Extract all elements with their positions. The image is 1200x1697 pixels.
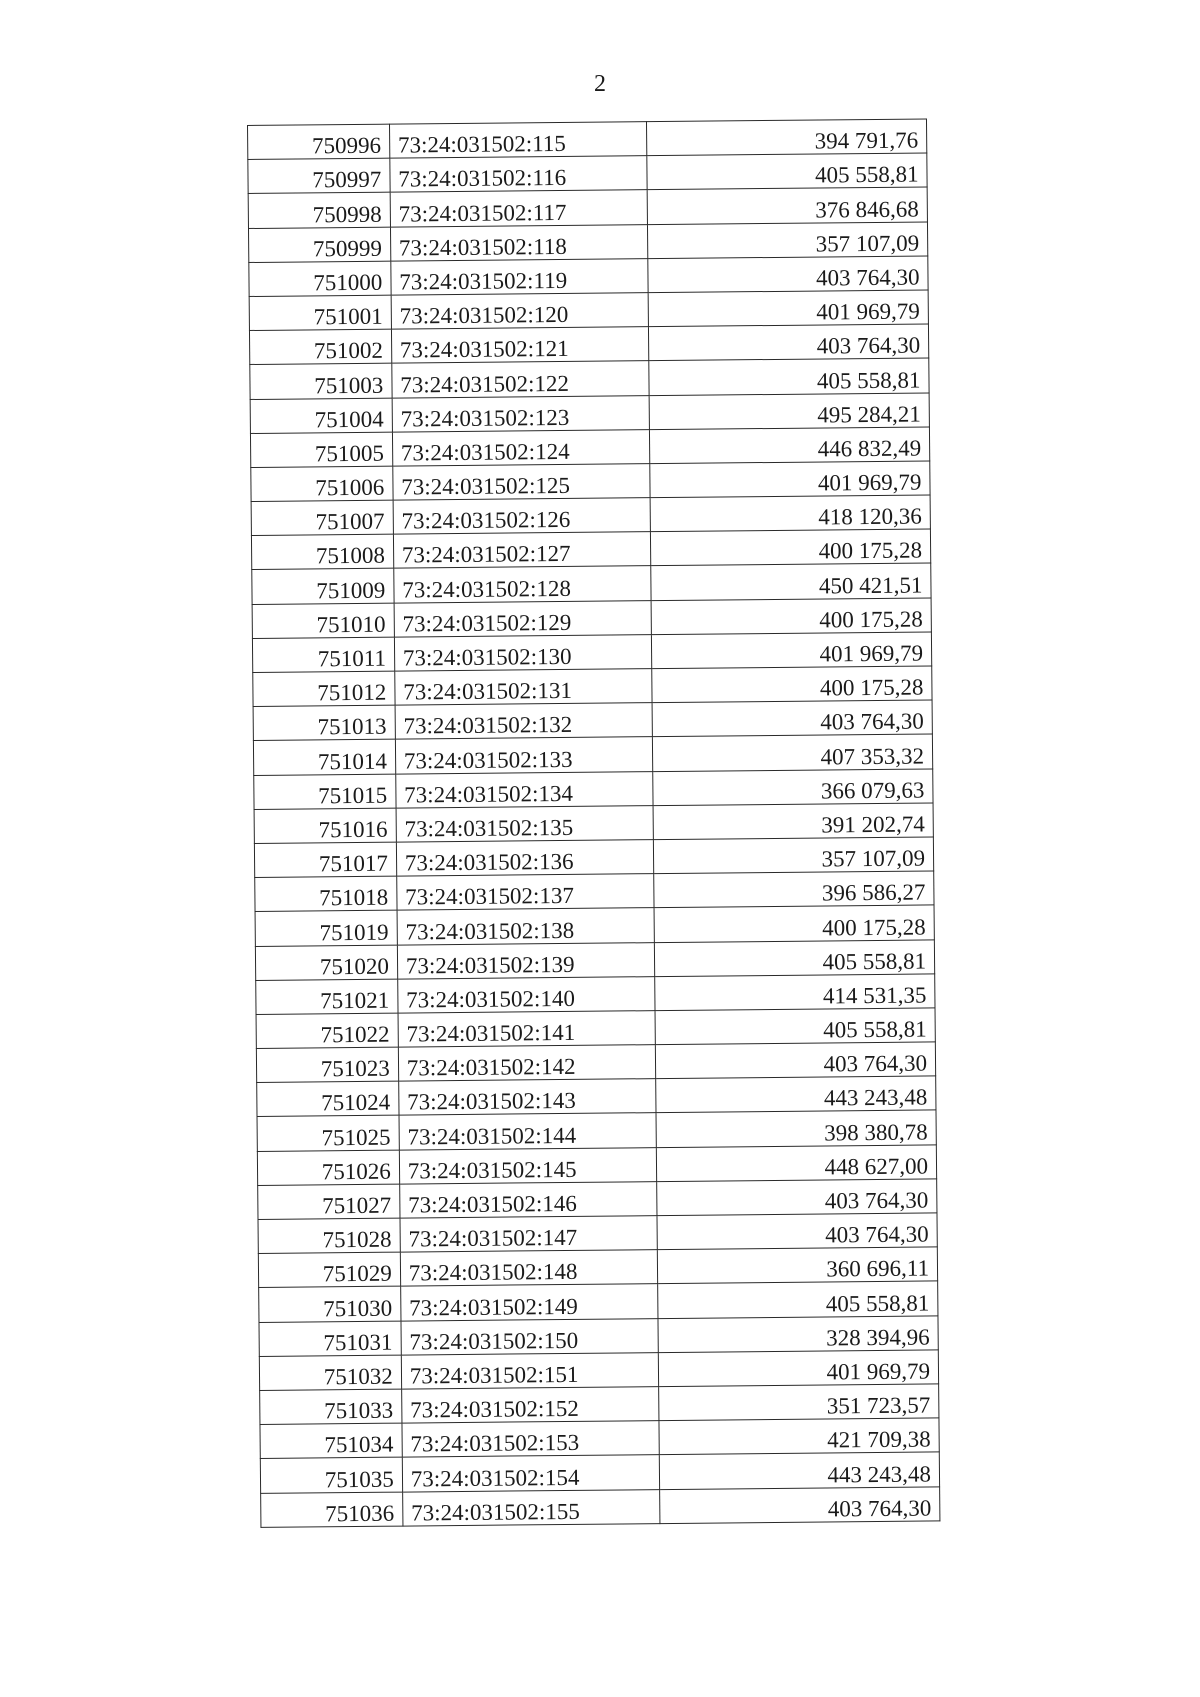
table-row — [253, 734, 932, 775]
value-cell: 357 107,09 — [653, 837, 934, 874]
row-id-cell: 751014 — [253, 739, 395, 775]
table-row — [259, 1350, 938, 1391]
cadastral-number-cell: 73:24:031502:130 — [394, 634, 651, 671]
cadastral-number-cell: 73:24:031502:150 — [401, 1318, 658, 1355]
cadastral-number-cell: 73:24:031502:126 — [393, 498, 650, 535]
value-cell: 396 586,27 — [653, 871, 934, 908]
table-row — [250, 392, 929, 433]
row-id-cell: 751022 — [256, 1013, 398, 1049]
table-row — [254, 837, 933, 878]
table-row — [249, 256, 928, 297]
row-id-cell: 751023 — [256, 1047, 398, 1083]
value-cell: 400 175,28 — [654, 905, 935, 942]
table-row — [253, 700, 932, 741]
table-row — [260, 1418, 939, 1459]
cadastral-number-cell: 73:24:031502:121 — [391, 327, 648, 364]
value-cell: 495 284,21 — [649, 392, 930, 429]
value-cell: 450 421,51 — [650, 563, 931, 600]
value-cell: 418 120,36 — [650, 495, 931, 532]
row-id-cell: 751031 — [259, 1321, 401, 1357]
table-row — [258, 1179, 937, 1220]
row-id-cell: 751024 — [257, 1081, 399, 1117]
value-cell: 357 107,09 — [647, 222, 928, 259]
table-row — [255, 939, 934, 980]
value-cell: 401 969,79 — [648, 290, 929, 327]
row-id-cell: 751002 — [249, 329, 391, 365]
value-cell: 405 558,81 — [648, 358, 929, 395]
value-cell: 328 394,96 — [658, 1315, 939, 1352]
table-body — [248, 119, 940, 1527]
table-row — [256, 1042, 935, 1083]
cadastral-number-cell: 73:24:031502:143 — [398, 1079, 655, 1116]
cadastral-number-cell: 73:24:031502:123 — [392, 395, 649, 432]
table-row — [257, 1110, 936, 1151]
value-cell: 405 558,81 — [646, 153, 927, 190]
data-table — [247, 118, 940, 1527]
row-id-cell: 751006 — [251, 466, 393, 502]
table-row — [248, 222, 927, 263]
value-cell: 405 558,81 — [655, 1008, 936, 1045]
table-row — [254, 769, 933, 810]
value-cell: 443 243,48 — [659, 1452, 940, 1489]
row-id-cell: 751019 — [255, 910, 397, 946]
row-id-cell: 751029 — [258, 1252, 400, 1288]
cadastral-number-cell: 73:24:031502:133 — [395, 737, 652, 774]
row-id-cell: 751028 — [258, 1218, 400, 1254]
row-id-cell: 751017 — [254, 842, 396, 878]
value-cell: 401 969,79 — [651, 632, 932, 669]
table-row — [261, 1486, 940, 1527]
row-id-cell: 751032 — [259, 1355, 401, 1391]
value-cell: 443 243,48 — [655, 1076, 936, 1113]
value-cell: 398 380,78 — [656, 1110, 937, 1147]
cadastral-number-cell: 73:24:031502:151 — [401, 1352, 658, 1389]
table-row — [254, 803, 933, 844]
cadastral-number-cell: 73:24:031502:124 — [392, 429, 649, 466]
value-cell: 403 764,30 — [647, 256, 928, 293]
row-id-cell: 751007 — [251, 500, 393, 536]
table-row — [252, 598, 931, 639]
row-id-cell: 751005 — [250, 432, 392, 468]
cadastral-number-cell: 73:24:031502:137 — [397, 874, 654, 911]
table-row — [252, 563, 931, 604]
table-row — [249, 290, 928, 331]
table-row — [251, 495, 930, 536]
table-row — [251, 461, 930, 502]
cadastral-number-cell: 73:24:031502:119 — [391, 258, 648, 295]
value-cell: 403 764,30 — [657, 1213, 938, 1250]
row-id-cell: 751003 — [250, 363, 392, 399]
row-id-cell: 751016 — [254, 808, 396, 844]
value-cell: 403 764,30 — [656, 1179, 937, 1216]
value-cell: 400 175,28 — [651, 598, 932, 635]
row-id-cell: 751025 — [257, 1116, 399, 1152]
value-cell: 360 696,11 — [657, 1247, 938, 1284]
table-row — [250, 427, 929, 468]
value-cell: 414 531,35 — [654, 974, 935, 1011]
value-cell: 405 558,81 — [654, 939, 935, 976]
table-row — [260, 1452, 939, 1493]
row-id-cell: 751004 — [250, 398, 392, 434]
cadastral-number-cell: 73:24:031502:135 — [396, 805, 653, 842]
cadastral-number-cell: 73:24:031502:149 — [400, 1284, 657, 1321]
table-row — [248, 119, 927, 160]
row-id-cell: 750998 — [248, 193, 390, 229]
table-row — [257, 1145, 936, 1186]
value-cell: 403 764,30 — [652, 700, 933, 737]
value-cell: 403 764,30 — [648, 324, 929, 361]
table-row — [250, 358, 929, 399]
row-id-cell: 751030 — [259, 1286, 401, 1322]
row-id-cell: 750999 — [248, 227, 390, 263]
cadastral-number-cell: 73:24:031502:116 — [390, 156, 647, 193]
row-id-cell: 750997 — [248, 158, 390, 194]
cadastral-number-cell: 73:24:031502:140 — [397, 976, 654, 1013]
value-cell: 448 627,00 — [656, 1145, 937, 1182]
table-row — [248, 187, 927, 228]
cadastral-number-cell: 73:24:031502:141 — [398, 1011, 655, 1048]
row-id-cell: 751001 — [249, 295, 391, 331]
table-row — [258, 1247, 937, 1288]
row-id-cell: 751020 — [255, 945, 397, 981]
cadastral-number-cell: 73:24:031502:144 — [399, 1113, 656, 1150]
value-cell: 407 353,32 — [652, 734, 933, 771]
row-id-cell: 751035 — [260, 1457, 402, 1493]
cadastral-number-cell: 73:24:031502:118 — [390, 224, 647, 261]
value-cell: 391 202,74 — [653, 803, 934, 840]
value-cell: 405 558,81 — [657, 1281, 938, 1318]
cadastral-number-cell: 73:24:031502:125 — [393, 464, 650, 501]
row-id-cell: 751010 — [252, 603, 394, 639]
table-row — [260, 1384, 939, 1425]
value-cell: 400 175,28 — [651, 666, 932, 703]
table-row — [248, 153, 927, 194]
value-cell: 394 791,76 — [646, 119, 927, 156]
table-row — [253, 666, 932, 707]
table-row — [251, 529, 930, 570]
cadastral-number-cell: 73:24:031502:120 — [391, 293, 648, 330]
value-cell: 400 175,28 — [650, 529, 931, 566]
row-id-cell: 751034 — [260, 1423, 402, 1459]
cadastral-number-cell: 73:24:031502:154 — [402, 1455, 659, 1492]
cadastral-number-cell: 73:24:031502:146 — [399, 1181, 656, 1218]
cadastral-number-cell: 73:24:031502:134 — [396, 771, 653, 808]
cadastral-number-cell: 73:24:031502:132 — [395, 703, 652, 740]
row-id-cell: 751026 — [257, 1150, 399, 1186]
value-cell: 403 764,30 — [659, 1486, 940, 1523]
table-row — [255, 905, 934, 946]
value-cell: 403 764,30 — [655, 1042, 936, 1079]
cadastral-number-cell: 73:24:031502:129 — [394, 600, 651, 637]
value-cell: 401 969,79 — [658, 1350, 939, 1387]
row-id-cell: 751013 — [253, 705, 395, 741]
cadastral-number-cell: 73:24:031502:142 — [398, 1045, 655, 1082]
table-row — [259, 1315, 938, 1356]
cadastral-number-cell: 73:24:031502:148 — [400, 1250, 657, 1287]
table-row — [258, 1213, 937, 1254]
row-id-cell: 750996 — [248, 124, 390, 160]
value-cell: 401 969,79 — [649, 461, 930, 498]
cadastral-number-cell: 73:24:031502:127 — [393, 532, 650, 569]
row-id-cell: 751012 — [253, 671, 395, 707]
cadastral-number-cell: 73:24:031502:139 — [397, 942, 654, 979]
value-cell: 351 723,57 — [658, 1384, 939, 1421]
row-id-cell: 751018 — [255, 876, 397, 912]
cadastral-number-cell: 73:24:031502:122 — [392, 361, 649, 398]
row-id-cell: 751011 — [252, 637, 394, 673]
cadastral-number-cell: 73:24:031502:138 — [397, 908, 654, 945]
cadastral-number-cell: 73:24:031502:136 — [396, 840, 653, 877]
table-row — [249, 324, 928, 365]
value-cell: 421 709,38 — [659, 1418, 940, 1455]
value-cell: 446 832,49 — [649, 427, 930, 464]
value-cell: 366 079,63 — [652, 769, 933, 806]
cadastral-number-cell: 73:24:031502:153 — [402, 1421, 659, 1458]
row-id-cell: 751015 — [254, 774, 396, 810]
table-row — [252, 632, 931, 673]
page-number: 2 — [594, 71, 606, 97]
table-row — [257, 1076, 936, 1117]
cadastral-number-cell: 73:24:031502:155 — [402, 1489, 659, 1526]
cadastral-number-cell: 73:24:031502:147 — [400, 1216, 657, 1253]
table-row — [256, 974, 935, 1015]
cadastral-number-cell: 73:24:031502:145 — [399, 1147, 656, 1184]
table-row — [255, 871, 934, 912]
row-id-cell: 751008 — [251, 534, 393, 570]
row-id-cell: 751009 — [252, 569, 394, 605]
row-id-cell: 751027 — [258, 1184, 400, 1220]
row-id-cell: 751036 — [261, 1492, 403, 1528]
table-row — [259, 1281, 938, 1322]
row-id-cell: 751021 — [256, 979, 398, 1015]
cadastral-number-cell: 73:24:031502:115 — [389, 122, 646, 159]
row-id-cell: 751033 — [260, 1389, 402, 1425]
cadastral-number-cell: 73:24:031502:117 — [390, 190, 647, 227]
table-row — [256, 1008, 935, 1049]
value-cell: 376 846,68 — [647, 187, 928, 224]
cadastral-number-cell: 73:24:031502:152 — [401, 1387, 658, 1424]
cadastral-number-cell: 73:24:031502:131 — [395, 669, 652, 706]
cadastral-number-cell: 73:24:031502:128 — [394, 566, 651, 603]
table-container — [247, 118, 940, 1527]
row-id-cell: 751000 — [249, 261, 391, 297]
